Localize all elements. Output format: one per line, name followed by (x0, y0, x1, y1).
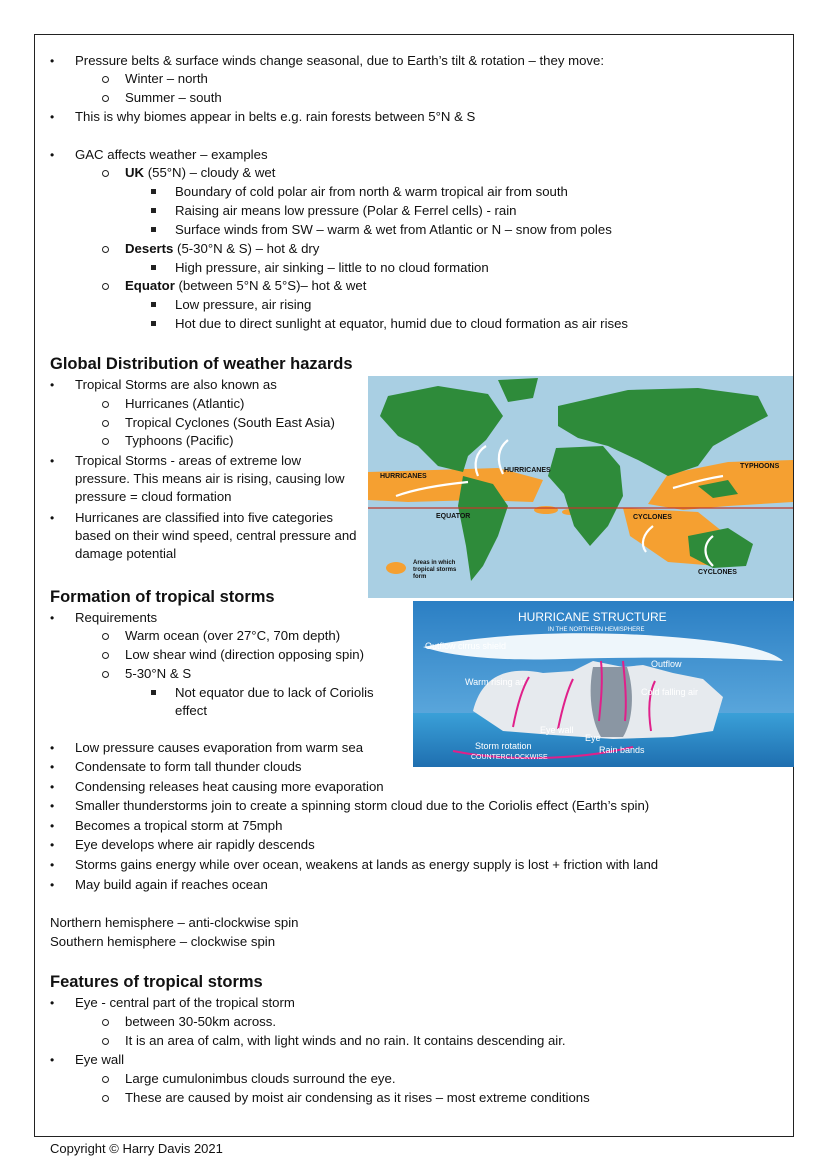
text-line: Hurricanes (Atlantic) (125, 396, 245, 411)
text-line: Low pressure, air rising (175, 297, 312, 312)
circle-bullet (102, 1095, 109, 1102)
text-line: These are caused by moist air condensing as it rises – most extreme conditions (125, 1090, 590, 1105)
text-line: This is why biomes appear in belts e.g. rain forests between 5°N & S (75, 109, 476, 124)
text-line: between 30-50km across. (125, 1014, 276, 1029)
text-line: Northern hemisphere – anti-clockwise spin (50, 915, 299, 930)
text-paragraph: Not equator due to lack of Coriolis effect (175, 685, 374, 718)
bullet-dot: • (50, 741, 55, 755)
world-map-image (368, 376, 793, 598)
map-label-cyclones: CYCLONES (633, 514, 672, 521)
bullet-dot: • (50, 799, 55, 813)
bullet-dot: • (50, 858, 55, 872)
label-warm-air: Warm rising air (465, 677, 526, 687)
text-line: Smaller thunderstorms join to create a spinning storm cloud due to the Coriolis effect (Earth’s spin) (75, 798, 650, 813)
label-cold-air: Cold falling air (641, 687, 699, 697)
bullet-dot: • (50, 780, 55, 794)
legend-text: tropical storms (413, 567, 457, 573)
text-line: Eye wall (75, 1052, 125, 1067)
bullet-dot: • (50, 819, 55, 833)
structure-subtitle: IN THE NORTHERN HEMISPHERE (548, 627, 645, 633)
text-line: Tropical Cyclones (South East Asia) (125, 415, 335, 430)
legend-text: form (413, 574, 427, 580)
circle-bullet (102, 246, 109, 253)
text-line: Low shear wind (direction opposing spin) (125, 647, 364, 662)
bullet-dot: • (50, 110, 55, 124)
text-line (125, 277, 366, 295)
bullet-dot: • (50, 148, 55, 162)
text-line (125, 240, 319, 258)
text-line: High pressure, air sinking – little to no cloud formation (175, 260, 489, 275)
circle-bullet (102, 671, 109, 678)
text-line: Southern hemisphere – clockwise spin (50, 934, 276, 949)
label-eye: Eye (585, 733, 601, 743)
structure-title: HURRICANE STRUCTURE (518, 610, 667, 624)
text-line: Condensate to form tall thunder clouds (75, 759, 302, 774)
text-span: (between 5°N & 5°S)– hot & wet (174, 278, 367, 293)
section-heading: Formation of tropical storms (50, 588, 275, 606)
square-bullet (151, 208, 156, 213)
map-label-typhoons: TYPHOONS (740, 463, 780, 470)
map-label-equator: EQUATOR (436, 513, 471, 520)
text-line: May build again if reaches ocean (75, 877, 268, 892)
circle-bullet (102, 652, 109, 659)
circle-bullet (102, 1038, 109, 1045)
bold-term: Deserts (125, 241, 174, 256)
label-outflow: Outflow (651, 659, 682, 669)
text-line: Raising air means low pressure (Polar & Ferrel cells) - rain (175, 203, 517, 218)
bullet-dot: • (50, 838, 55, 852)
circle-bullet (102, 401, 109, 408)
circle-bullet (102, 438, 109, 445)
square-bullet (151, 189, 156, 194)
text-line: Summer – south (125, 90, 222, 105)
text-line: Warm ocean (over 27°C, 70m depth) (125, 628, 341, 643)
section-heading: Features of tropical storms (50, 973, 263, 991)
map-label-hurricanes-left: HURRICANES (380, 473, 427, 480)
label-eye-wall: Eye wall (540, 725, 574, 735)
circle-bullet (102, 170, 109, 177)
hurricane-structure-image (413, 601, 794, 767)
square-bullet (151, 227, 156, 232)
text-line: Eye develops where air rapidly descends (75, 837, 315, 852)
circle-bullet (102, 633, 109, 640)
bullet-dot: • (50, 378, 55, 392)
storm-zone-small (534, 506, 558, 514)
bullet-dot: • (50, 760, 55, 774)
square-bullet (151, 690, 156, 695)
text-line: 5-30°N & S (125, 666, 192, 681)
map-label-cyclones-south: CYCLONES (698, 569, 737, 576)
bullet-dot: • (50, 611, 55, 625)
square-bullet (151, 265, 156, 270)
legend-swatch (386, 562, 406, 574)
text-line: GAC affects weather – examples (75, 147, 268, 162)
text-paragraph: Tropical Storms - areas of extreme low pressure. This means air is rising, causing low pressure = cloud formation (75, 453, 345, 504)
bullet-dot: • (50, 996, 55, 1010)
text-line: Winter – north (125, 71, 208, 86)
label-outflow-cirrus: Outflow cirrus shield (425, 641, 507, 651)
circle-bullet (102, 1076, 109, 1083)
map-label-hurricanes: HURRICANES (504, 467, 551, 474)
circle-bullet (102, 283, 109, 290)
text-line: Low pressure causes evaporation from warm sea (75, 740, 364, 755)
text-line: Becomes a tropical storm at 75mph (75, 818, 283, 833)
label-counterclockwise: COUNTERCLOCKWISE (471, 754, 548, 761)
label-storm-rotation: Storm rotation (475, 741, 532, 751)
text-span: (5-30°N & S) – hot & dry (173, 241, 320, 256)
text-span: (55°N) – cloudy & wet (144, 165, 276, 180)
text-line: Typhoons (Pacific) (125, 433, 234, 448)
label-rain-bands: Rain bands (599, 745, 645, 755)
text-line: Large cumulonimbus clouds surround the eye. (125, 1071, 396, 1086)
bold-term: Equator (125, 278, 175, 293)
bold-term: UK (125, 165, 145, 180)
legend-text: Areas in which (413, 560, 456, 566)
text-line: Requirements (75, 610, 158, 625)
circle-bullet (102, 95, 109, 102)
text-paragraph: Hurricanes are classified into five categories based on their wind speed, central pressure and damage potential (75, 510, 357, 561)
text-line: Storms gains energy while over ocean, weakens at lands as energy supply is lost + friction with land (75, 857, 659, 872)
circle-bullet (102, 76, 109, 83)
bullet-dot: • (50, 511, 55, 525)
square-bullet (151, 302, 156, 307)
text-line: Hot due to direct sunlight at equator, humid due to cloud formation as air rises (175, 316, 629, 331)
text-line: Tropical Storms are also known as (75, 377, 277, 392)
text-line: Eye - central part of the tropical storm (75, 995, 295, 1010)
text-line: It is an area of calm, with light winds and no rain. It contains descending air. (125, 1033, 566, 1048)
text-line: Pressure belts & surface winds change seasonal, due to Earth’s tilt & rotation – they move: (75, 53, 605, 68)
bullet-dot: • (50, 878, 55, 892)
bullet-dot: • (50, 54, 55, 68)
circle-bullet (102, 420, 109, 427)
text-line: Condensing releases heat causing more evaporation (75, 779, 384, 794)
text-line: Boundary of cold polar air from north & warm tropical air from south (175, 184, 568, 199)
text-line (125, 164, 275, 182)
circle-bullet (102, 1019, 109, 1026)
text-line: Surface winds from SW – warm & wet from Atlantic or N – snow from poles (175, 222, 612, 237)
section-heading: Global Distribution of weather hazards (50, 355, 353, 373)
square-bullet (151, 321, 156, 326)
bullet-dot: • (50, 1053, 55, 1067)
bullet-dot: • (50, 454, 55, 468)
copyright-footer: Copyright © Harry Davis 2021 (50, 1141, 223, 1156)
